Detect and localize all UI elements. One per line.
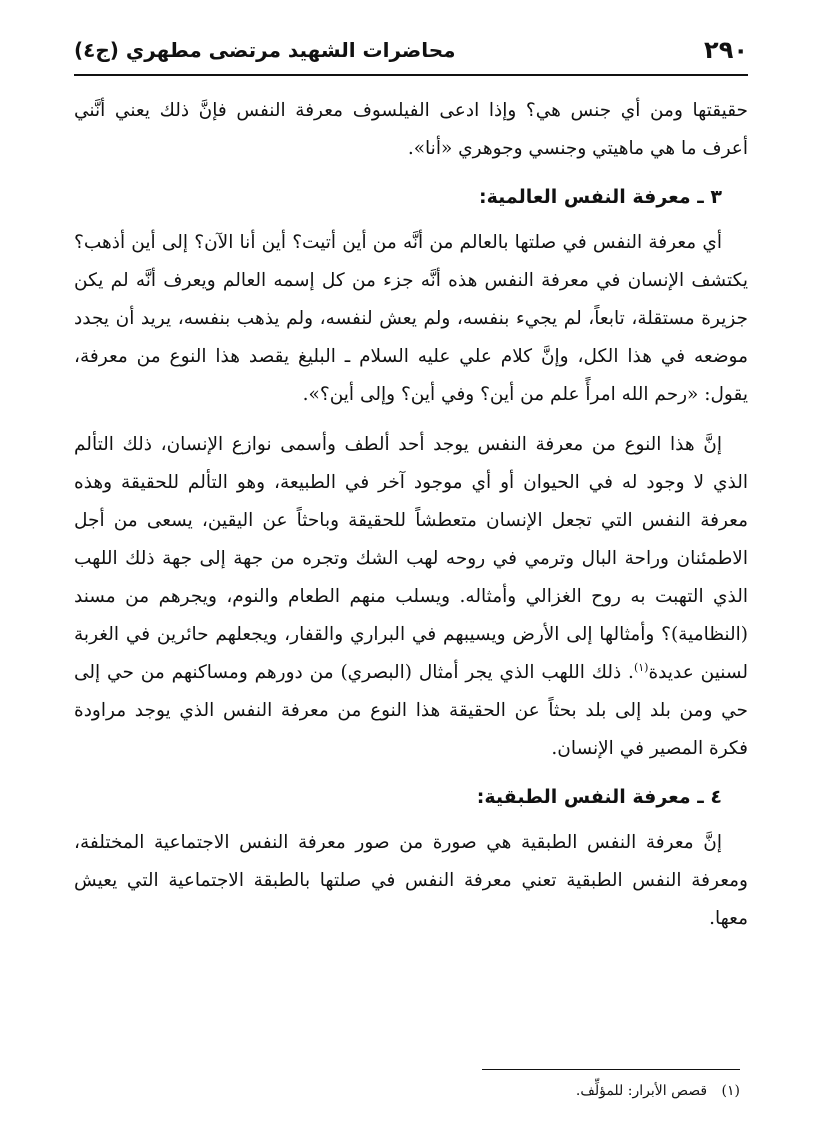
footnote xyxy=(74,1080,740,1102)
paragraph-3-part-a: إنَّ هذا النوع من معرفة النفس يوجد أحد ألطف وأسمى نوازع الإنسان، ذلك التألم الذي لا وجود له في الحيوان أو أي موجود آخر في الطبيعة، وهو التألم للحقيقة وهذه معرفة النفس التي تجعل الإنسان متعطشاً للحقيقة وباحثاً عن اليقين، يسعى من أجل الاطمئنان وراحة البال وترمي في روحه لهب الشك وتجره من جهة إلى جهة ذلك اللهب الذي التهبت به روح الغزالي وأمثاله. ويسلب منهم الطعام والنوم، ويجرهم من مسند (النظامية)؟ وأمثالها إلى الأرض ويسيبهم في البراري والقفار، ويجعلهم حائرين في الغربة لسنين عديدة xyxy=(74,434,748,683)
paragraph-1: حقيقتها ومن أي جنس هي؟ وإذا ادعى الفيلسوف معرفة النفس فإنَّ ذلك يعني أنَّني أعرف ما هي ماهيتي وجنسي وجوهري «أنا». xyxy=(74,100,748,159)
header-divider xyxy=(74,74,748,76)
footnote-reference[interactable]: (١) xyxy=(633,660,649,674)
footnote-divider xyxy=(482,1069,740,1070)
page-header xyxy=(74,30,748,70)
book-title: محاضرات الشهيد مرتضى مطهري (ج٤) xyxy=(74,38,456,62)
paragraph-2: أي معرفة النفس في صلتها بالعالم من أنَّه من أين أتيت؟ أين أنا الآن؟ إلى أين أذهب؟ يكتشف الإنسان في معرفة النفس هذه أنَّه جزء من كل إسمه العالم ويعرف أنَّه لم يكن جزيرة مستقلة، تابعاً، لم يجيء بنفسه، ولم يعش لنفسه، ولم يذهب بنفسه، يريد أن يجدد موضعه في هذا الكل، وإنَّ كلام علي عليه السلام ـ البليغ يقصد هذا النوع من معرفة، يقول: «رحم الله امرأً علم من أين؟ وفي أين؟ وإلى أين؟». xyxy=(74,232,748,405)
paragraph-3-part-b: . ذلك اللهب الذي يجر أمثال (البصري) من دورهم ومساكنهم من حي إلى حي ومن بلد إلى بلد بحثاً عن الحقيقة هذا النوع من معرفة النفس الذي يوجد مراودة فكرة المصير في الإنسان. xyxy=(74,662,748,759)
section-heading-3: ٣ ـ معرفة النفس العالمية: xyxy=(478,186,722,208)
page-body xyxy=(74,92,748,938)
paragraph-4: إنَّ معرفة النفس الطبقية هي صورة من صور معرفة النفس الاجتماعية المختلفة، ومعرفة النفس الطبقية تعني معرفة النفس في صلتها بالطبقة الاجتماعية التي يعيش معها. xyxy=(74,832,748,929)
footnote-mark: (١) xyxy=(721,1083,740,1099)
footnote-text: قصص الأبرار: للمؤلِّف. xyxy=(575,1083,708,1099)
section-heading-4: ٤ ـ معرفة النفس الطبقية: xyxy=(476,786,722,808)
page-number: ٢٩٠ xyxy=(704,36,748,64)
paragraph-3 xyxy=(74,426,748,768)
